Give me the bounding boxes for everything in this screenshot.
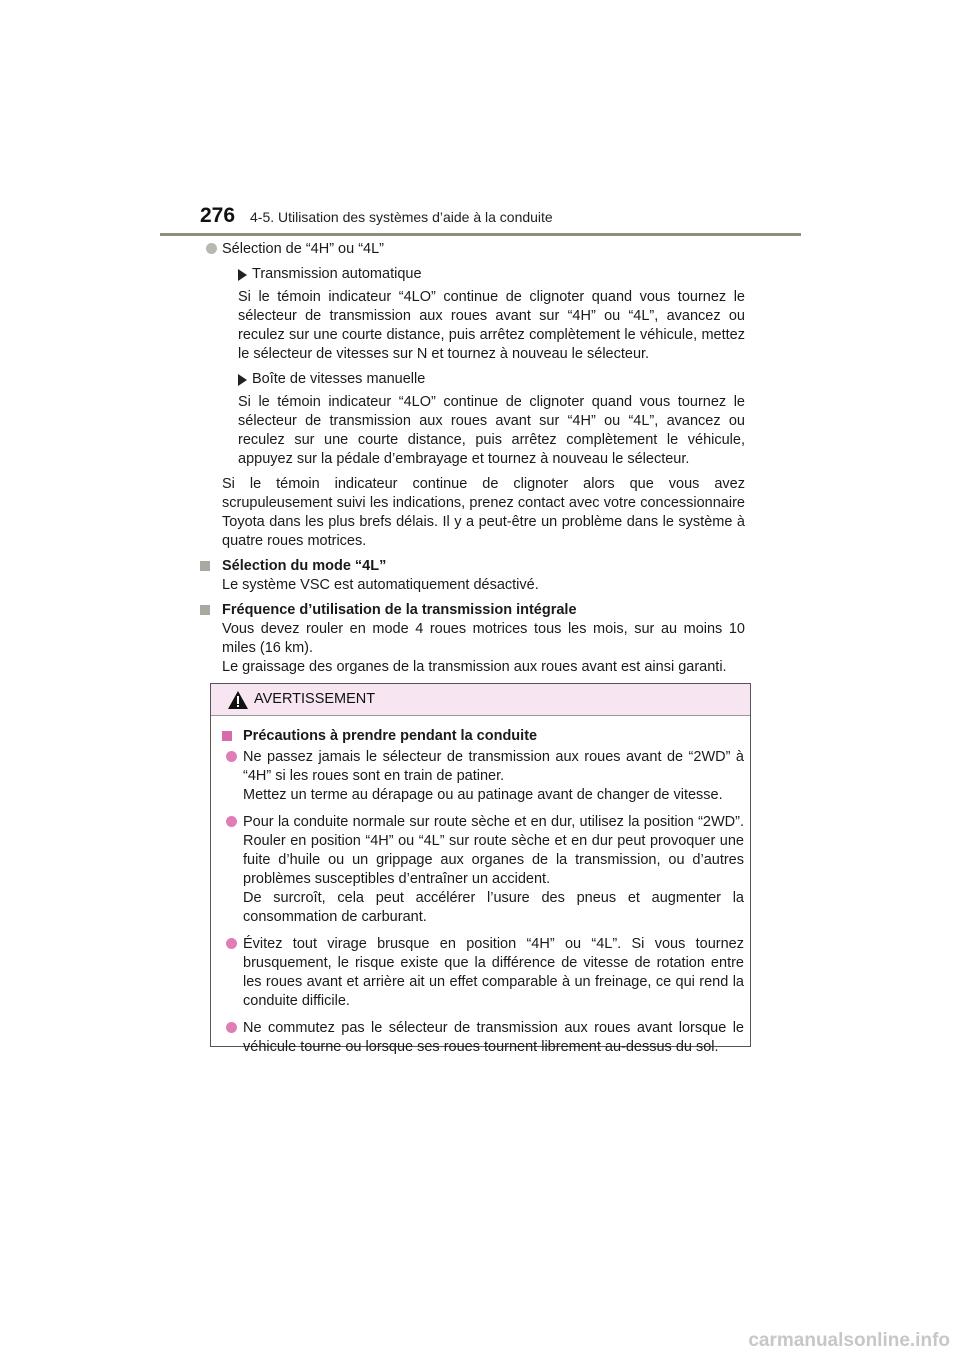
warning-item: Évitez tout virage brusque en position “4H” ou “4L”. Si vous tournez brusquement, le risque existe que la différence de vitesse de rotation entre les roues avant et arrière ait un effet comparable à un freinage, ce qui rend la conduite difficile. [211, 935, 750, 1011]
warning-box [210, 683, 751, 1055]
bullet-dot-icon [226, 751, 237, 762]
square-bullet-icon [222, 731, 232, 741]
square-bullet-icon [200, 561, 210, 571]
warning-item: Pour la conduite normale sur route sèche et en dur, utilisez la position “2WD”. Rouler en position “4H” ou “4L” sur route sèche et en dur peut provoquer une fuite d’huile ou un grippage aux organes de la transmission, ou d’autres problèmes susceptibles d’entraîner un accident. De surcroît, cela peut accélérer l’usure des pneus et augmenter la consommation de carburant. [211, 813, 750, 927]
warning-label: AVERTISSEMENT [254, 691, 376, 707]
bullet-dot-icon [226, 816, 237, 827]
auto-transmission-text: Si le témoin indicateur “4LO” continue de clignoter quand vous tournez le sélecteur de transmission aux roues avant sur “4H” ou “4L”, avancez ou reculez sur une courte distance, puis arrêtez complètement le véhicule, mettez le sélecteur de vitesses sur N et tournez à nouveau le sélecteur. [238, 289, 745, 362]
square-bullet-icon [200, 605, 210, 615]
warning-heading: Précautions à prendre pendant la conduite [211, 727, 750, 746]
warning-triangle-icon [227, 690, 249, 710]
warning-body [211, 727, 750, 1065]
page-header [200, 204, 800, 236]
warning-item: Ne passez jamais le sélecteur de transmission aux roues avant de “2WD” à “4H” si les roues sont en train de patiner. Mettez un terme au dérapage ou au patinage avant de changer de vitesse. [211, 748, 750, 805]
select-mode-note: Si le témoin indicateur continue de clignoter alors que vous avez scrupuleusement suivi les indications, prenez contact avec votre concessionnaire Toyota dans les plus brefs délais. Il y a peut-être un problème dans le système à quatre roues motrices. [222, 476, 745, 549]
frequency-text-1: Vous devez rouler en mode 4 roues motrices tous les mois, sur au moins 10 miles (16 km). [222, 621, 745, 656]
main-content [200, 240, 745, 683]
frequency-heading: Fréquence d’utilisation de la transmission intégrale [200, 601, 745, 620]
page-number: 276 [200, 204, 236, 227]
bullet-dot-icon [206, 243, 217, 254]
mode-4l-text: Le système VSC est automatiquement désactivé. [222, 577, 539, 593]
bullet-dot-icon [226, 1022, 237, 1033]
section-title: 4-5. Utilisation des systèmes d’aide à la conduite [250, 209, 553, 225]
manual-transmission-label: Boîte de vitesses manuelle [200, 370, 745, 389]
bullet-dot-icon [226, 938, 237, 949]
warning-header [211, 684, 750, 716]
auto-transmission-label: Transmission automatique [200, 265, 745, 284]
manual-transmission-text: Si le témoin indicateur “4LO” continue de clignoter quand vous tournez le sélecteur de transmission aux roues avant sur “4H” ou “4L”, avancez ou reculez sur une courte distance, puis arrêtez complètement le véhicule, appuyez sur la pédale d’embrayage et tournez à nouveau le sélecteur. [238, 394, 745, 467]
watermark: carmanualsonline.info [748, 1330, 950, 1351]
frequency-text-2: Le graissage des organes de la transmission aux roues avant est ainsi garanti. [222, 659, 727, 675]
select-mode-heading: Sélection de “4H” ou “4L” [200, 240, 745, 259]
mode-4l-heading: Sélection du mode “4L” [200, 557, 745, 576]
header-divider [160, 233, 801, 236]
arrow-right-icon [238, 374, 247, 386]
arrow-right-icon [238, 269, 247, 281]
warning-item: Ne commutez pas le sélecteur de transmission aux roues avant lorsque le véhicule tourne ou lorsque ses roues tournent librement au-dessus du sol. [211, 1019, 750, 1057]
